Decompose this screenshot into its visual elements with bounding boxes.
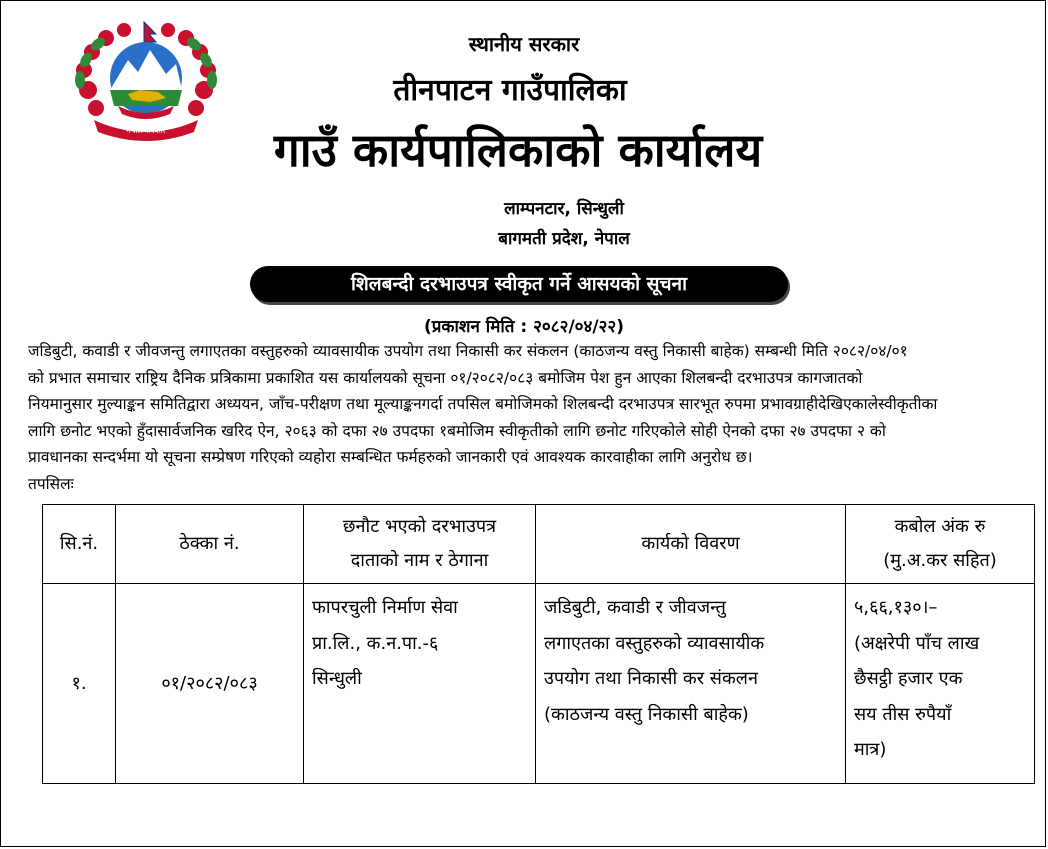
address-line-2: बागमती प्रदेश, नेपाल bbox=[498, 229, 630, 249]
bid-line: ५,६६,१३०।– bbox=[854, 597, 938, 618]
selected-bid-table bbox=[42, 504, 1035, 784]
cell-bid-amount bbox=[846, 584, 1035, 784]
notice-title-banner bbox=[250, 266, 788, 302]
emblem-caption: नेपाल सरकार bbox=[126, 126, 166, 135]
body-line: नियमानुसार मुल्याङ्कन समितिद्वारा अध्ययन, जाँच-परीक्षण तथा मूल्याङ्कनगर्दा तपसिल बमोजिमको शिलबन्दी दरभाउपत्र सारभूत रुपमा प्रभावग्राहीदेखिएकालेस्वीकृतीका bbox=[28, 395, 938, 413]
body-line: को प्रभात समाचार राष्ट्रिय दैनिक प्रत्रिकामा प्रकाशित यस कार्यालयको सूचना ०१/२०८२/०८३ बमोजिम पेश हुन आएका शिलबन्दी दरभाउपत्र कागजातको bbox=[28, 368, 863, 387]
work-line: उपयोग तथा निकासी कर संकलन bbox=[544, 668, 758, 689]
municipality-name: तीनपाटन गाउँपालिका bbox=[393, 73, 627, 108]
table-header-row bbox=[43, 505, 1035, 584]
header-bid-amount bbox=[846, 505, 1035, 584]
header-bidder-line-1: छनौट भएको दरभाउपत्र bbox=[342, 516, 497, 537]
header-bidder-line-2: दाताको नाम र ठेगाना bbox=[350, 550, 489, 571]
bid-line: मात्र) bbox=[854, 739, 887, 760]
notice-body bbox=[28, 338, 1022, 497]
cell-contract-no: ०१/२०८२/०८३ bbox=[116, 584, 304, 784]
body-line: जडिबुटी, कवाडी र जीवजन्तु लगाएतका वस्तुहरुको व्यावसायीक उपयोग तथा निकासी कर संकलन (काठजन्य वस्तु निकासी बाहेक) सम्बन्धी मिति २०८२/०४/०१ bbox=[28, 342, 908, 360]
body-line: प्रावधानका सन्दर्भमा यो सूचना सम्प्रेषण गरिएको व्यहोरा सम्बन्धित फर्महरुको जानकारी एवं आवश्यक कारवाहीका लागि अनुरोध छ। bbox=[28, 448, 753, 466]
cell-bidder bbox=[304, 584, 536, 784]
work-line: जडिबुटी, कवाडी र जीवजन्तु bbox=[544, 597, 726, 618]
header-bidder bbox=[304, 505, 536, 584]
body-line-schedule: तपसिलः bbox=[28, 474, 74, 493]
cell-serial: १. bbox=[43, 584, 116, 784]
bidder-line: प्रा.लि., क.न.पा.-६ bbox=[312, 632, 439, 654]
header-work-description: कार्यको विवरण bbox=[536, 505, 846, 584]
bid-line: सय तीस रुपैयाँ bbox=[854, 703, 952, 725]
header-bid-line-2: (मु.अ.कर सहित) bbox=[883, 550, 997, 571]
publication-date: (प्रकाशन मिति : २०८२/०४/२२) bbox=[423, 317, 625, 337]
bid-line: छैसट्ठी हजार एक bbox=[854, 668, 963, 689]
office-title: गाउँ कार्यपालिकाको कार्यालय bbox=[273, 123, 763, 177]
cell-work-description bbox=[536, 584, 846, 784]
government-label: स्थानीय सरकार bbox=[468, 32, 580, 56]
header-bid-line-1: कबोल अंक रु bbox=[894, 516, 986, 537]
work-line: लगाएतका वस्तुहरुको व्यावसायीक bbox=[544, 632, 765, 654]
bidder-line: सिन्धुली bbox=[312, 668, 362, 689]
header-contract-no: ठेक्का नं. bbox=[116, 505, 304, 584]
bidder-line: फापरचुली निर्माण सेवा bbox=[312, 597, 458, 618]
work-line: (काठजन्य वस्तु निकासी बाहेक) bbox=[544, 703, 749, 725]
body-line: लागि छनोट भएको हुँदासार्वजनिक खरिद ऐन, २०६३ को दफा २७ उपदफा १बमोजिम स्वीकृतीको लागि छनोट गरिएकोले सोही ऐनको दफा २७ उपदफा २ को bbox=[28, 421, 886, 440]
notice-title: शिलबन्दी दरभाउपत्र स्वीकृत गर्ने आसयको सूचना bbox=[350, 273, 688, 295]
table-row bbox=[43, 584, 1035, 784]
bid-line: (अक्षरेपी पाँच लाख bbox=[854, 632, 980, 654]
publication-date-row bbox=[0, 314, 1048, 337]
header-serial: सि.नं. bbox=[43, 505, 116, 584]
address-line-1: लाम्पनटार, सिन्धुली bbox=[504, 199, 624, 219]
